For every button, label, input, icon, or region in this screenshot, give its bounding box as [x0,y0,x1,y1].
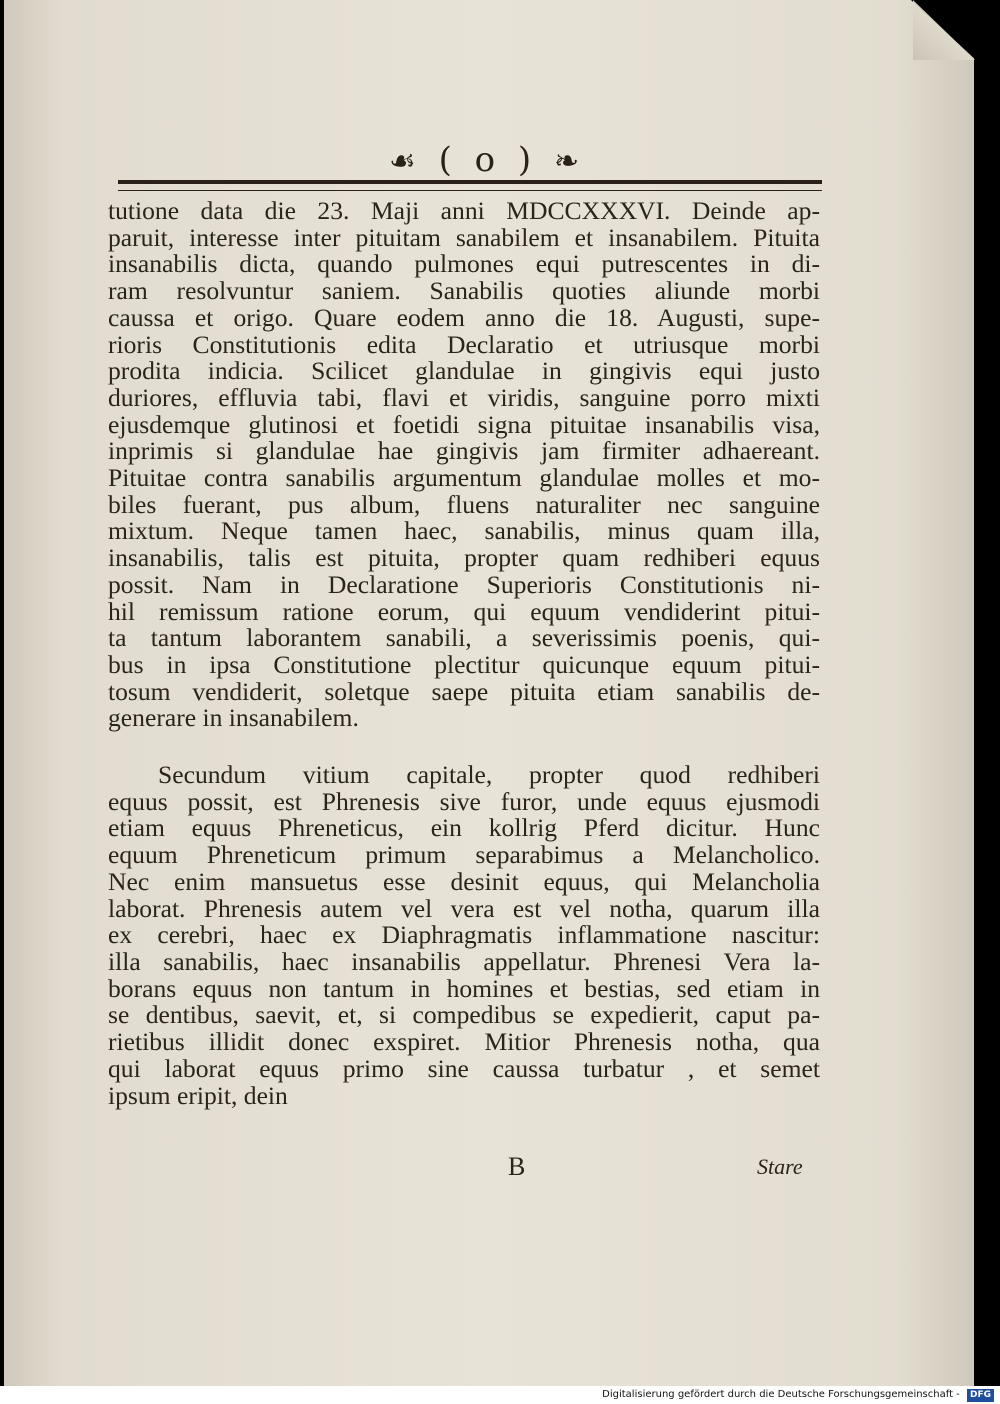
text-line: possit. Nam in Declaratione Superioris Constitutionis ni- [108,569,820,599]
paragraph-2 [108,762,820,1109]
text-line: caussa et origo. Quare eodem anno die 18. Augusti, supe- [108,302,820,332]
text-line: ram resolvuntur saniem. Sanabilis quoties aliunde morbi [108,276,820,306]
text-line: insanabilis dicta, quando pulmones equi putrescentes in di- [108,249,820,279]
text-line: ipsum eripit, dein [108,1080,288,1110]
text-line: insanabilis, talis est pituita, propter quam redhiberi equus [108,543,820,573]
text-line: Secundum vitium capitale, propter quod redhiberi [158,760,820,790]
text-line: equum Phreneticum primum separabimus a Melancholico. [108,840,820,870]
header-rule [118,180,822,191]
footer-bar [0,1386,1000,1404]
footer-text: Digitalisierung gefördert durch die Deutsche Forschungsgemeinschaft - [602,1389,960,1400]
text-line: equus possit, est Phrenesis sive furor, unde equus ejusmodi [108,786,820,816]
text-line: mixtum. Neque tamen haec, sanabilis, minus quam illa, [108,516,820,546]
body-text [108,198,820,1109]
text-line: borans equus non tantum in homines et bestias, sed etiam in [108,973,820,1003]
text-line: laborat. Phrenesis autem vel vera est vel notha, quarum illa [108,893,820,923]
text-line: rietibus illidit donec exspiret. Mitior Phrenesis notha, qua [108,1027,820,1057]
dfg-logo-icon: DFG [967,1389,994,1402]
text-line: biles fuerant, pus album, fluens naturaliter nec sanguine [108,489,820,519]
text-line: prodita indicia. Scilicet glandulae in gingivis equi justo [108,356,820,386]
paragraph-1 [108,198,820,732]
text-line: paruit, interesse inter pituitam sanabilem et insanabilem. Pituita [108,222,820,252]
text-line: etiam equus Phreneticus, ein kollrig Pferd dicitur. Hunc [108,813,820,843]
ornament-left-icon: ☙ [388,144,422,179]
page-header [0,140,974,180]
text-line: rioris Constitutionis edita Declaratio et utriusque morbi [108,329,820,359]
text-line: bus in ipsa Constitutione plectitur quicunque equum pitui- [108,649,820,679]
page-marker: ( o ) [438,140,538,180]
text-line: ex cerebri, haec ex Diaphragmatis inflammatione nascitur: [108,920,820,950]
signature-mark: B [508,1152,526,1181]
text-line: Nec enim mansuetus esse desinit equus, qui Melancholia [108,866,820,896]
text-line: hil remissum ratione eorum, qui equum vendiderint pitui- [108,596,820,626]
text-line: duriores, effluvia tabi, flavi et viridis, sanguine porro mixti [108,382,820,412]
text-line: tutione data die 23. Maji anni MDCCXXXVI. Deinde ap- [108,196,820,225]
ornament-right-icon: ❧ [554,144,586,179]
text-line: ejusdemque glutinosi et foetidi signa pituitae insanabilis visa, [108,409,820,439]
text-line: Pituitae contra sanabilis argumentum glandulae molles et mo- [108,463,820,493]
text-line: se dentibus, saevit, et, si compedibus se expedierit, caput pa- [108,1000,820,1030]
text-line: ta tantum laborantem sanabili, a severissimis poenis, qui- [108,623,820,653]
text-line: illa sanabilis, haec insanabilis appellatur. Phrenesi Vera la- [108,946,820,976]
text-line: inprimis si glandulae hae gingivis jam firmiter adhaereant. [108,436,820,466]
text-line: qui laborat equus primo sine caussa turbatur , et semet [108,1053,820,1083]
paragraph-gap [108,732,820,762]
text-line: generare in insanabilem. [108,703,359,733]
catchword: Stare [757,1154,803,1179]
text-line: tosum vendiderit, soletque saepe pituita etiam sanabilis de- [108,676,820,706]
